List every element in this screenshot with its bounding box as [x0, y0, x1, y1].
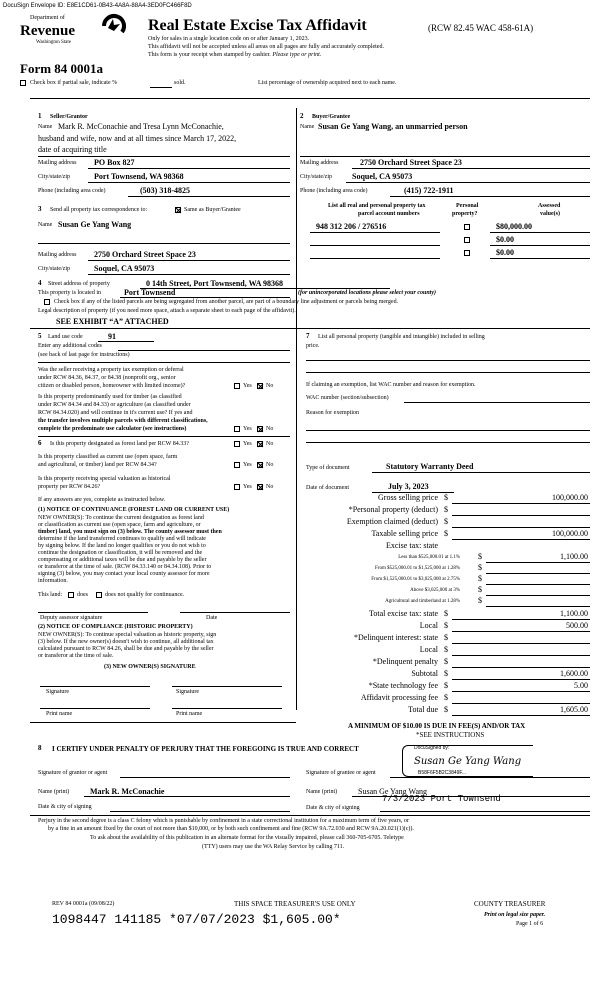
q5-yes-label: Yes: [243, 484, 252, 490]
notice1-line: or transferor at the time of sale. (RCW 84.33.140 or 84.34.108). Prior to: [38, 564, 212, 570]
see-instructions: *SEE INSTRUCTIONS: [416, 731, 485, 739]
q5-no-checkbox[interactable]: [257, 484, 263, 490]
delinquent-penalty-label: *Delinquent penalty: [372, 657, 438, 666]
signature-id: B58F6F5B2C3849F...: [418, 770, 467, 776]
taxable-price-label: Taxable selling price: [371, 529, 438, 538]
grantor-signature-label: Signature of grantor or agent: [38, 770, 108, 776]
seller-mailing-label: Mailing address: [38, 160, 77, 166]
envelope-id: DocuSign Envelope ID: E8E1CD61-0B43-4A8A-88A4-3ED0FC466F8D: [3, 3, 192, 9]
does-qualify-checkbox[interactable]: [68, 592, 74, 598]
dollar-sign: $: [444, 669, 448, 678]
grantor-name-print[interactable]: Mark R. McConachie: [90, 787, 165, 796]
q1-yes-checkbox[interactable]: [234, 383, 240, 389]
logo-line3: Washington State: [36, 40, 72, 45]
personal-property-checkbox[interactable]: [464, 237, 470, 243]
grantee-name-print-label: Name (print): [306, 789, 338, 795]
certify-statement: I CERTIFY UNDER PENALTY OF PERJURY THAT THE FOREGOING IS TRUE AND CORRECT: [52, 745, 359, 753]
buyer-num: 2: [300, 112, 304, 120]
county-treasurer-label: COUNTY TREASURER: [474, 900, 546, 908]
dollar-sign: $: [444, 681, 448, 690]
land-use-label: Land use code: [48, 334, 83, 340]
doc-date[interactable]: July 3, 2023: [388, 482, 429, 491]
subtotal[interactable]: 1,600.00: [560, 669, 588, 678]
corr-mailing-label: Mailing address: [38, 252, 77, 258]
form-title: Real Estate Excise Tax Affidavit: [148, 17, 367, 34]
q5-line2: property per RCW 84.26?: [38, 484, 101, 490]
q5-line1: Is this property receiving special valuation as historical: [38, 476, 171, 482]
delinquent-state-label: *Delinquent interest: state: [354, 633, 438, 642]
new-owner-print-label-2: Print name: [176, 711, 203, 717]
q1-yes-label: Yes: [243, 383, 252, 389]
buyer-name[interactable]: Susan Ge Yang Wang, an unmarried person: [318, 122, 468, 131]
notice1-line: NEW OWNER(S): To continue the current designation as forest land: [38, 515, 204, 521]
seller-name-line1[interactable]: Mark R. McConachie and Tresa Lynn McConachie,: [58, 122, 224, 131]
grantee-signature-label: Signature of grantee or agent: [306, 770, 376, 776]
assessed-header-2: value(s): [540, 211, 560, 217]
taxable-price[interactable]: 100,000.00: [552, 529, 588, 538]
form-rcw: (RCW 82.45 WAC 458-61A): [428, 23, 534, 33]
buyer-mailing-label: Mailing address: [300, 160, 339, 166]
perjury-line-3: To ask about the availability of this publication in an alternate format for the visually impaired, please call 360-705-6705. Teletype: [90, 835, 404, 841]
grantor-name-print-label: Name (print): [38, 789, 70, 795]
street-address[interactable]: 0 14th Street, Port Townsend, WA 98368: [146, 279, 284, 288]
notice1-line: determine if the land transferred continues to qualify and will indicate: [38, 536, 206, 542]
notice1-line: or classification as current use (open space, farm and agriculture, or: [38, 522, 201, 528]
legal-description[interactable]: SEE EXHIBIT “A” ATTACHED: [56, 317, 169, 326]
dollar-sign: $: [444, 529, 448, 538]
buyer-heading: Buyer/Grantee: [312, 114, 351, 120]
q4-line2: and agricultural, or timber) land per RCW 84.34?: [38, 462, 157, 468]
form-revision: REV 84 0001a (09/08/22): [52, 901, 115, 907]
total-state[interactable]: 1,100.00: [560, 609, 588, 618]
tier-3-label: From $1,525,000.01 to $3,025,000 at 2.75%: [371, 577, 460, 582]
dollar-sign: $: [478, 552, 482, 561]
notice1-title: (1) NOTICE OF CONTINUANCE (FOREST LAND OR CURRENT USE): [38, 507, 230, 513]
notice1-line: signing (3) below, you may contact your local county assessor for more: [38, 571, 210, 577]
personal-property-checkbox[interactable]: [464, 224, 470, 230]
new-owner-sig-label-2: Signature: [176, 689, 199, 695]
q1-line3: citizen or disabled person, homeowner with limited income)?: [38, 383, 186, 389]
located-label: This property is located in: [38, 290, 101, 296]
does-not-qualify-label: does not qualify for continuance.: [105, 592, 185, 598]
grantee-name-print[interactable]: Susan Ge Yang Wang: [358, 787, 427, 796]
technology-fee-label: *State technology fee: [368, 681, 438, 690]
does-not-qualify-checkbox[interactable]: [96, 592, 102, 598]
perjury-line-1: Perjury in the second degree is a class C felony which is punishable by confinement in a state correctional institution for a maximum term of five years, or: [38, 818, 409, 824]
exemption-claim-label: If claiming an exemption, list WAC number and reason for exemption.: [306, 382, 476, 388]
q3-line1: Is this property designated as forest land per RCW 84.33?: [50, 441, 189, 447]
seller-heading: Seller/Grantor: [50, 114, 88, 120]
personal-deduct-label: *Personal property (deduct): [348, 505, 438, 514]
assessed-header-1: Assessed: [538, 203, 561, 209]
dollar-sign: $: [444, 493, 448, 502]
buyer-phone[interactable]: (415) 722-1911: [404, 186, 454, 195]
sec6-num: 6: [38, 439, 42, 447]
washington-logo-icon: [100, 12, 126, 40]
q3-yes-checkbox[interactable]: [234, 441, 240, 447]
new-owner-print-label: Print name: [46, 711, 73, 717]
grantee-date-city[interactable]: 7/3/2023 Port Townsend: [382, 794, 501, 804]
legal-size-note: Print on legal size paper.: [484, 912, 546, 918]
notice2-line: calculated pursuant to RCW 84.26, shall be due and payable by the seller: [38, 646, 214, 652]
note-2: This affidavit will not be accepted unless all areas on all pages are fully and accurately completed.: [148, 44, 384, 50]
affidavit-fee-label: Affidavit processing fee: [360, 693, 438, 702]
corr-city-label: City/state/zip: [38, 266, 70, 272]
tier-2-label: From $525,000.01 to $1,525,000 at 1.28%: [375, 566, 460, 571]
seller-phone-label: Phone (including area code): [38, 188, 106, 194]
grantee-date-label: Date & city of signing: [306, 805, 360, 811]
list-percentage-note: List percentage of ownership acquired next to each name.: [258, 80, 397, 86]
perjury-line-4: (TTY) users may use the WA Relay Service by calling 711.: [202, 844, 345, 850]
located-note: (for unincorporated locations please select your county): [298, 290, 436, 296]
corr-name-label: Name: [38, 222, 53, 228]
notice2-line: or transferor at the time of sale.: [38, 653, 114, 659]
treasurer-use-label: THIS SPACE TREASURER'S USE ONLY: [234, 900, 356, 908]
doc-type-label: Type of document: [306, 465, 350, 471]
delinquent-local-label: Local: [419, 645, 438, 654]
form-number: Form 84 0001a: [20, 61, 104, 76]
notice1-line: timber) land, you must sign on (3) below. The county assessor must then: [38, 529, 222, 535]
seller-name-label: Name: [38, 124, 53, 130]
local-label: Local: [419, 621, 438, 630]
seller-city-label: City/state/zip: [38, 174, 70, 180]
q1-line2: under RCW 84.36, 84.37, or 84.38 (nonprofit org., senior: [38, 375, 176, 381]
q2-line3: RCW 84.34.020) and will continue in it's current use? If yes and: [38, 410, 193, 416]
this-land-label: This land:: [38, 592, 63, 598]
total-due[interactable]: 1,605.00: [560, 705, 588, 714]
logo-line2: Revenue: [20, 23, 75, 39]
docusigned-label: DocuSigned by:: [414, 745, 450, 751]
located-city[interactable]: Port Townsend: [124, 288, 176, 297]
q1-no-label: No: [266, 383, 274, 389]
partial-sale-label: Check box if partial sale, indicate %: [30, 80, 118, 86]
dollar-sign: $: [444, 609, 448, 618]
note-1: Only for sales in a single location code on or after January 1, 2023.: [148, 36, 310, 42]
q1-no-checkbox[interactable]: [257, 383, 263, 389]
seller-num: 1: [38, 112, 42, 120]
buyer-mailing[interactable]: 2750 Orchard Street Space 23: [360, 158, 462, 167]
tier-1-value[interactable]: 1,100.00: [560, 552, 588, 561]
q2-line1: Is this property predominantly used for timber (as classified: [38, 394, 182, 400]
same-as-buyer-label: Same as Buyer/Grantee: [184, 207, 241, 213]
dollar-sign: $: [444, 517, 448, 526]
seller-name-line2[interactable]: husband and wife, now and at all times since March 17, 2022,: [38, 134, 237, 143]
deputy-signature-label: Deputy assessor signature: [40, 615, 103, 621]
buyer-city-label: City/state/zip: [300, 174, 332, 180]
notice1-line: by signing below. If the land no longer qualifies or you do not wish to: [38, 543, 206, 549]
note-3a: This form is your receipt when stamped by cashier.: [148, 52, 271, 58]
q2-yes-label: Yes: [243, 426, 252, 432]
perjury-line-2: by a fine in an amount fixed by the court of not more than $10,000, or by both such confinement and fine (RCW 9A.72.030 and RCW 9A.20.021(1)(c)).: [48, 826, 414, 832]
wac-number-label: WAC number (section/subsection): [306, 395, 389, 401]
sec7-num: 7: [306, 332, 310, 340]
corr-city[interactable]: Soquel, CA 95073: [94, 264, 155, 273]
parcel-number[interactable]: 948 312 206 / 276516: [316, 222, 387, 231]
note-3b: Please type or print.: [272, 52, 322, 58]
gross-price[interactable]: 100,000.00: [552, 493, 588, 502]
q4-no-label: No: [266, 462, 274, 468]
dollar-sign: $: [444, 693, 448, 702]
land-use-num: 5: [38, 332, 42, 340]
note-3: [148, 52, 321, 58]
segregated-label: Check box if any of the listed parcels are being segregated from another parcel, are part of a boundary line adjustment or parcels being merged.: [54, 299, 399, 305]
q4-no-checkbox[interactable]: [257, 462, 263, 468]
tier-1-label: Less than $525,000.01 at 1.1%: [398, 555, 460, 560]
doc-date-label: Date of document: [306, 485, 349, 491]
q2-no-checkbox[interactable]: [257, 426, 263, 432]
new-owner-signature-title: (3) NEW OWNER(S) SIGNATURE: [104, 664, 196, 670]
gross-price-label: Gross selling price: [378, 493, 438, 502]
corr-mailing[interactable]: 2750 Orchard Street Space 23: [94, 250, 196, 259]
q2-line5: complete the predominate use calculator (see instructions): [38, 426, 187, 432]
q3-no-checkbox[interactable]: [257, 441, 263, 447]
page-number: Page 1 of 6: [516, 921, 544, 927]
assessed-value[interactable]: $80,000.00: [496, 222, 532, 231]
parcels-header-2: parcel account numbers: [358, 211, 420, 217]
excise-state-label: Excise tax: state: [386, 541, 438, 550]
q5-yes-checkbox[interactable]: [234, 484, 240, 490]
notice1-line: continue the designation or classification, it will be removed and the: [38, 550, 203, 556]
seller-name-line3[interactable]: date of acquiring title: [38, 145, 107, 154]
notice2-title: (2) NOTICE OF COMPLIANCE (HISTORIC PROPERTY): [38, 624, 193, 630]
segregated-checkbox[interactable]: [44, 299, 50, 305]
does-label: does: [77, 592, 88, 598]
sec7-label-2: price.: [306, 343, 320, 349]
total-due-label: Total due: [408, 705, 438, 714]
tier-5-label: Agricultural and timberland at 1.28%: [385, 599, 460, 604]
technology-fee[interactable]: 5.00: [574, 681, 588, 690]
same-as-buyer-checkbox[interactable]: [175, 207, 181, 213]
total-state-label: Total excise tax: state: [369, 609, 438, 618]
assessed-value[interactable]: $0.00: [496, 235, 514, 244]
answers-note: If any answers are yes, complete as instructed below.: [38, 497, 166, 503]
exemption-reason-label: Reason for exemption: [306, 410, 359, 416]
dollar-sign: $: [478, 596, 482, 605]
grantor-date-label: Date & city of signing: [38, 804, 92, 810]
corr-label: Send all property tax correspondence to:: [50, 207, 148, 213]
q4-yes-label: Yes: [243, 462, 252, 468]
q4-yes-checkbox[interactable]: [234, 462, 240, 468]
q3-no-label: No: [266, 441, 274, 447]
dollar-sign: $: [478, 585, 482, 594]
notice1-line: compensating or additional taxes will be due and payable by the seller: [38, 557, 207, 563]
seller-phone[interactable]: (503) 318-4825: [140, 186, 190, 195]
seller-city[interactable]: Port Townsend, WA 98368: [94, 172, 184, 181]
q5-no-label: No: [266, 484, 274, 490]
seller-mailing[interactable]: PO Box 827: [94, 158, 135, 167]
buyer-phone-label: Phone (including area code): [300, 188, 368, 194]
dollar-sign: $: [444, 505, 448, 514]
q4-line1: Is this property classified as current use (open space, farm: [38, 454, 178, 460]
corr-num: 3: [38, 205, 42, 213]
sec7-label: List all personal property (tangible and intangible) included in selling: [318, 334, 485, 340]
partial-sale-sold: sold.: [174, 80, 186, 86]
doc-type[interactable]: Statutory Warranty Deed: [386, 462, 474, 471]
personal-header-1: Personal: [456, 203, 479, 209]
deputy-date-label: Date: [206, 615, 218, 621]
parcels-header-1: List all real and personal property tax: [328, 203, 426, 209]
q2-yes-checkbox[interactable]: [234, 426, 240, 432]
additional-codes-label: Enter any additional codes: [38, 343, 102, 349]
q1-line1: Was the seller receiving a property tax exemption or deferral: [38, 367, 184, 373]
q3-yes-label: Yes: [243, 441, 252, 447]
exemption-deduct-label: Exemption claimed (deduct): [346, 517, 438, 526]
q2-line2: under RCW 84.34 and 84.33) or agriculture (as classified under: [38, 402, 191, 408]
dollar-sign: $: [444, 657, 448, 666]
tier-4-label: Above $3,025,000 at 3%: [410, 588, 460, 593]
notice2-line: NEW OWNER(S): To continue special valuation as historic property, sign: [38, 632, 217, 638]
personal-property-checkbox[interactable]: [464, 250, 470, 256]
sec8-num: 8: [38, 744, 42, 752]
corr-name[interactable]: Susan Ge Yang Wang: [58, 220, 132, 229]
dollar-sign: $: [444, 621, 448, 630]
q2-no-label: No: [266, 426, 274, 432]
local-tax[interactable]: 500.00: [566, 621, 588, 630]
notice2-line: (3) below. If the new owner(s) doesn't wish to continue, all additional tax: [38, 639, 214, 645]
logo-line1: Department of: [30, 15, 65, 21]
street-label: Street address of property: [48, 281, 110, 287]
dollar-sign: $: [444, 645, 448, 654]
partial-sale-checkbox[interactable]: [20, 80, 26, 86]
assessed-value[interactable]: $0.00: [496, 248, 514, 257]
notice1-line: information.: [38, 578, 68, 584]
subtotal-label: Subtotal: [411, 669, 438, 678]
buyer-city[interactable]: Soquel, CA 95073: [352, 172, 413, 181]
dollar-sign: $: [478, 563, 482, 572]
street-num: 4: [38, 279, 42, 287]
dollar-sign: $: [444, 633, 448, 642]
grantee-signature[interactable]: Susan Ge Yang Wang: [414, 756, 522, 767]
minimum-due-notice: A MINIMUM OF $10.00 IS DUE IN FEE(S) AND/OR TAX: [348, 722, 526, 730]
land-use-code[interactable]: 91: [108, 332, 116, 341]
new-owner-sig-label: Signature: [46, 689, 69, 695]
treasurer-stamp: 1098447 141185 *07/07/2023 $1,605.00*: [52, 912, 341, 927]
dollar-sign: $: [444, 705, 448, 714]
instructions-note: (see back of last page for instructions): [38, 352, 130, 358]
q2-line4: the transfer involves multiple parcels with different classifications,: [38, 418, 208, 424]
legal-description-label: Legal description of property (if you need more space, attach a separate sheet to each page of the affidavit).: [38, 308, 296, 314]
dollar-sign: $: [478, 574, 482, 583]
personal-header-2: property?: [452, 211, 478, 217]
buyer-name-label: Name: [300, 124, 315, 130]
